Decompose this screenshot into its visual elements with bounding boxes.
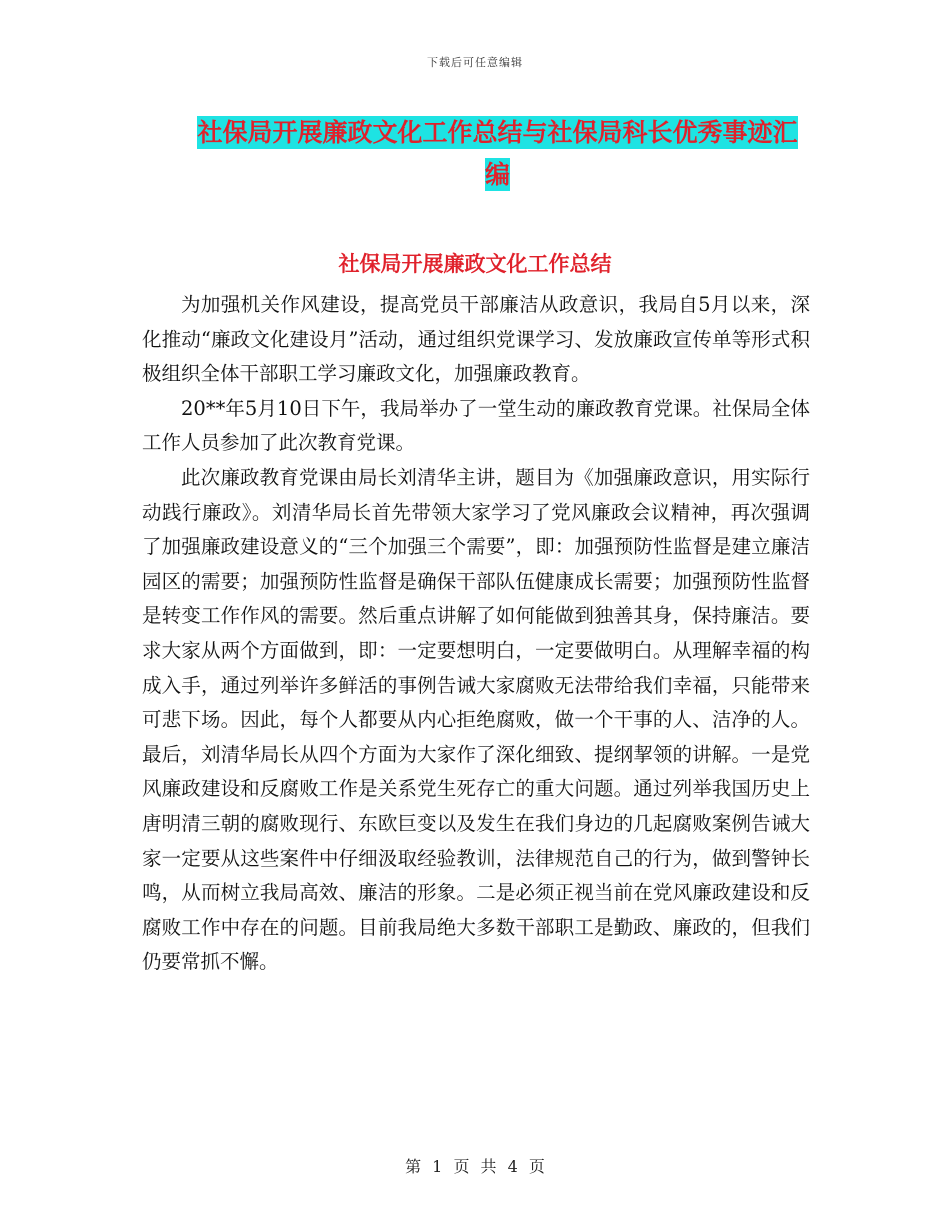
document-body: [142, 288, 810, 980]
paragraph-3: 此次廉政教育党课由局长刘清华主讲，题目为《加强廉政意识，用实际行动践行廉政》。刘清华局长首先带领大家学习了党风廉政会议精神，再次强调了加强廉政建设意义的“三个加强三个需要”，即：加强预防性监督是建立廉洁园区的需要；加强预防性监督是确保干部队伍健康成长需要；加强预防性监督是转变工作作风的需要。然后重点讲解了如何能做到独善其身，保持廉洁。要求大家从两个方面做到，即：一定要想明白，一定要做明白。从理解幸福的构成入手，通过列举许多鲜活的事例告诫大家腐败无法带给我们幸福，只能带来可悲下场。因此，每个人都要从内心拒绝腐败，做一个干事的人、洁净的人。最后，刘清华局长从四个方面为大家作了深化细致、提纲挈领的讲解。一是党风廉政建设和反腐败工作是关系党生死存亡的重大问题。通过列举我国历史上唐明清三朝的腐败现行、东欧巨变以及发生在我们身边的几起腐败案例告诫大家一定要从这些案件中仔细汲取经验教训，法律规范自己的行为，做到警钟长鸣，从而树立我局高效、廉洁的形象。二是必须正视当前在党风廉政建设和反腐败工作中存在的问题。目前我局绝大多数干部职工是勤政、廉政的，但我们仍要常抓不懈。: [142, 465, 810, 974]
document-title-text: 社保局开展廉政文化工作总结与社保局科长优秀事迹汇编: [197, 118, 798, 189]
document-title: [190, 112, 805, 196]
section-title: 社保局开展廉政文化工作总结: [338, 251, 612, 276]
paragraph-2: 20**年5月10日下午，我局举办了一堂生动的廉政教育党课。社保局全体工作人员参加了此次教育党课。: [142, 396, 810, 455]
page-footer: 第 1 页 共 4 页: [405, 1157, 545, 1176]
paragraph-1: 为加强机关作风建设，提高党员干部廉洁从政意识，我局自5月以来，深化推动“廉政文化建设月”活动，通过组织党课学习、发放廉政宣传单等形式积极组织全体干部职工学习廉政文化，加强廉政教育。: [142, 293, 810, 386]
page-header-note: 下载后可任意编辑: [427, 56, 523, 69]
